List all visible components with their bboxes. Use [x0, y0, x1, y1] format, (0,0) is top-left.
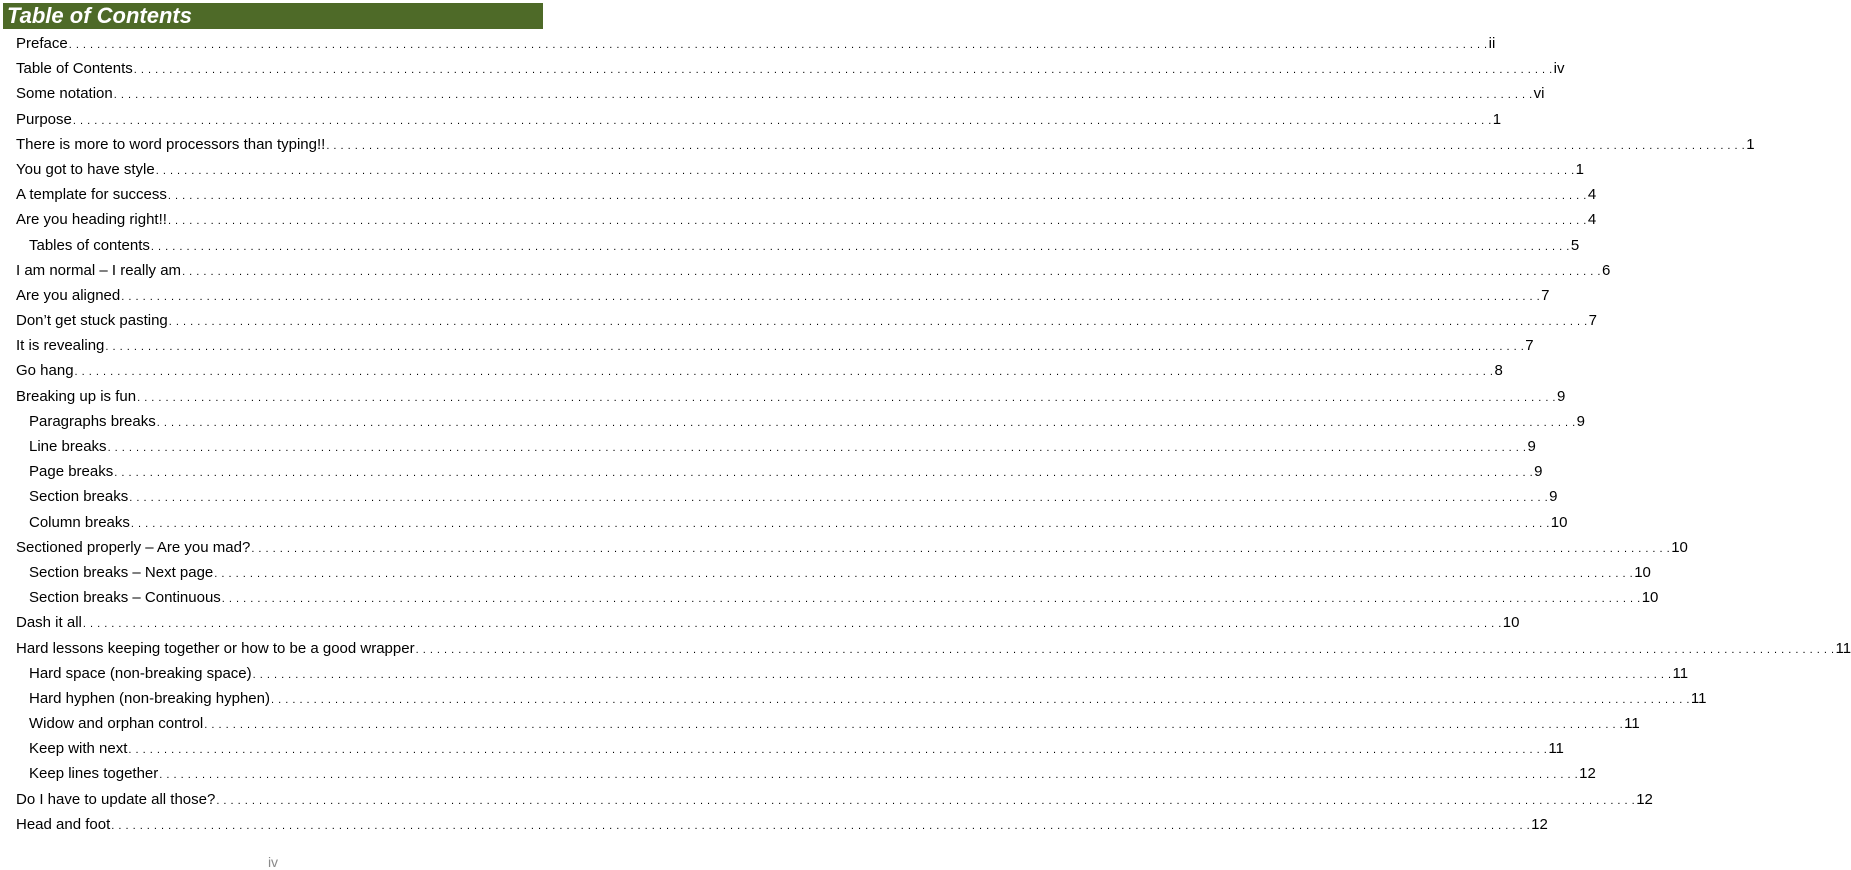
toc-entry-page-number: 11: [1672, 664, 1689, 682]
toc-dot-leader: . . . . . . . . . . . . . . . . . . . . . . . . . . . . . . . . . . . . . . . . . . . . . . . . . . . . . . . . . . . . . . . . . . . . . . . . . . . . . . . . . . . . . . . . . . . . . . . . . . . . . . . . . . . . . . . . . . . . . . . . . . . . . . . . . . . . . . . . . . . . . . . . . . . . . . . . . . . . . . . . . . . . . . . . . . . . . . . . . . . . . . . . . . . . . . . . . . . . . . . .: [182, 265, 1601, 278]
toc-entry[interactable]: [16, 159, 1584, 184]
toc-dot-leader: . . . . . . . . . . . . . . . . . . . . . . . . . . . . . . . . . . . . . . . . . . . . . . . . . . . . . . . . . . . . . . . . . . . . . . . . . . . . . . . . . . . . . . . . . . . . . . . . . . . . . . . . . . . . . . . . . . . . . . . . . . . . . . . . . . . . . . . . . . . . . . . . . . . . . . . . . . . . . . . . . . . . . . . . . . . . . . . . . . . . . . . . . . . . . . . . . . . . . . . .: [167, 190, 1587, 203]
toc-dot-leader: . . . . . . . . . . . . . . . . . . . . . . . . . . . . . . . . . . . . . . . . . . . . . . . . . . . . . . . . . . . . . . . . . . . . . . . . . . . . . . . . . . . . . . . . . . . . . . . . . . . . . . . . . . . . . . . . . . . . . . . . . . . . . . . . . . . . . . . . . . . . . . . . . . . . . . . . . . . . . . . . . . . . . . . . . . . . . . . . . . . . . . . . . . . . . . . . . . . . . . . .: [204, 719, 1624, 732]
toc-entry-title: Don’t get stuck pasting: [16, 312, 168, 330]
toc-dot-leader: . . . . . . . . . . . . . . . . . . . . . . . . . . . . . . . . . . . . . . . . . . . . . . . . . . . . . . . . . . . . . . . . . . . . . . . . . . . . . . . . . . . . . . . . . . . . . . . . . . . . . . . . . . . . . . . . . . . . . . . . . . . . . . . . . . . . . . . . . . . . . . . . . . . . . . . . . . . . . . . . . . . . . . . . . . . . . . . . . . . . . . . . . . . . . . . . . . . . . . . .: [133, 64, 1553, 77]
toc-entry-page-number: 11: [1835, 639, 1851, 657]
toc-entry-page-number: 9: [1576, 412, 1585, 430]
toc-entry[interactable]: [16, 537, 1688, 562]
toc-entry-page-number: iv: [1553, 60, 1565, 78]
toc-dot-leader: . . . . . . . . . . . . . . . . . . . . . . . . . . . . . . . . . . . . . . . . . . . . . . . . . . . . . . . . . . . . . . . . . . . . . . . . . . . . . . . . . . . . . . . . . . . . . . . . . . . . . . . . . . . . . . . . . . . . . . . . . . . . . . . . . . . . . . . . . . . . . . . . . . . . . . . . . . . . . . . . . . . . . . . . . . . . . . . . . . . . . . . . . . . . . . . . . . . . . . . .: [214, 567, 1634, 580]
toc-entry-title: Widow and orphan control: [29, 715, 204, 733]
toc-entry[interactable]: [16, 486, 1558, 511]
toc-entry-title: Keep with next: [29, 740, 128, 758]
toc-entry[interactable]: [16, 436, 1536, 461]
toc-entry[interactable]: [16, 33, 1496, 58]
toc-entry-page-number: 1: [1575, 160, 1584, 178]
toc-entry[interactable]: [16, 789, 1653, 814]
toc-entry-title: Tables of contents: [29, 236, 150, 254]
footer-page-number: iv: [267, 854, 279, 870]
toc-entry-page-number: 10: [1502, 614, 1520, 632]
toc-entry-page-number: 4: [1587, 211, 1597, 229]
toc-entry-title: Hard space (non-breaking space): [29, 664, 252, 682]
toc-entry[interactable]: [16, 461, 1543, 486]
toc-entry[interactable]: [16, 209, 1597, 234]
toc-entry[interactable]: [16, 310, 1598, 335]
toc-entry-title: Do I have to update all those?: [16, 790, 216, 808]
toc-entry-title: Column breaks: [29, 513, 130, 531]
toc-entry-page-number: 11: [1690, 689, 1707, 707]
toc-dot-leader: . . . . . . . . . . . . . . . . . . . . . . . . . . . . . . . . . . . . . . . . . . . . . . . . . . . . . . . . . . . . . . . . . . . . . . . . . . . . . . . . . . . . . . . . . . . . . . . . . . . . . . . . . . . . . . . . . . . . . . . . . . . . . . . . . . . . . . . . . . . . . . . . . . . . . . . . . . . . . . . . . . . . . . . . . . . . . . . . . . . . . . . . . . . . . . . . . . . . . . . .: [105, 341, 1525, 354]
toc-entry-title: Preface: [16, 35, 68, 52]
toc-entry[interactable]: [16, 587, 1659, 612]
toc-entry-page-number: 7: [1525, 337, 1534, 355]
toc-entry[interactable]: [16, 612, 1520, 637]
toc-entry-page-number: 10: [1671, 538, 1688, 556]
toc-entry-title: Are you heading right!!: [16, 211, 167, 229]
toc-entry[interactable]: [16, 411, 1585, 436]
toc-entry-page-number: 11: [1624, 715, 1640, 733]
toc-dot-leader: . . . . . . . . . . . . . . . . . . . . . . . . . . . . . . . . . . . . . . . . . . . . . . . . . . . . . . . . . . . . . . . . . . . . . . . . . . . . . . . . . . . . . . . . . . . . . . . . . . . . . . . . . . . . . . . . . . . . . . . . . . . . . . . . . . . . . . . . . . . . . . . . . . . . . . . . . . . . . . . . . . . . . . . . . . . . . . . . . . . . . . . . . . . . . . . . . . . . . . . .: [137, 391, 1556, 404]
toc-entry[interactable]: [16, 638, 1851, 663]
toc-entry-title: Breaking up is fun: [16, 387, 137, 405]
toc-dot-leader: . . . . . . . . . . . . . . . . . . . . . . . . . . . . . . . . . . . . . . . . . . . . . . . . . . . . . . . . . . . . . . . . . . . . . . . . . . . . . . . . . . . . . . . . . . . . . . . . . . . . . . . . . . . . . . . . . . . . . . . . . . . . . . . . . . . . . . . . . . . . . . . . . . . . . . . . . . . . . . . . . . . . . . . . . . . . . . . . . . . . . . . . . . . . . . . . . . . . . . . .: [128, 744, 1548, 757]
toc-entry[interactable]: [16, 285, 1550, 310]
toc-dot-leader: . . . . . . . . . . . . . . . . . . . . . . . . . . . . . . . . . . . . . . . . . . . . . . . . . . . . . . . . . . . . . . . . . . . . . . . . . . . . . . . . . . . . . . . . . . . . . . . . . . . . . . . . . . . . . . . . . . . . . . . . . . . . . . . . . . . . . . . . . . . . . . . . . . . . . . . . . . . . . . . . . . . . . . . . . . . . . . . . . . . . . . . . . . . . . . . . . . . . . . . .: [74, 366, 1494, 379]
toc-entry[interactable]: [16, 83, 1545, 108]
toc-entry-page-number: 6: [1601, 261, 1611, 279]
toc-entry-page-number: 9: [1556, 387, 1566, 405]
toc-entry-title: Dash it all: [16, 614, 82, 632]
toc-dot-leader: . . . . . . . . . . . . . . . . . . . . . . . . . . . . . . . . . . . . . . . . . . . . . . . . . . . . . . . . . . . . . . . . . . . . . . . . . . . . . . . . . . . . . . . . . . . . . . . . . . . . . . . . . . . . . . . . . . . . . . . . . . . . . . . . . . . . . . . . . . . . . . . . . . . . . . . . . . . . . . . . . . . . . . . . . . . . . . . . . . . . . . . . . . . . . . . . . . . . . . . .: [159, 769, 1579, 782]
toc-entry[interactable]: [16, 763, 1596, 788]
toc-entry-title: Purpose: [16, 110, 72, 128]
toc-entry-title: Paragraphs breaks: [29, 412, 156, 430]
toc-entry-page-number: ii: [1488, 35, 1496, 52]
toc-dot-leader: . . . . . . . . . . . . . . . . . . . . . . . . . . . . . . . . . . . . . . . . . . . . . . . . . . . . . . . . . . . . . . . . . . . . . . . . . . . . . . . . . . . . . . . . . . . . . . . . . . . . . . . . . . . . . . . . . . . . . . . . . . . . . . . . . . . . . . . . . . . . . . . . . . . . . . . . . . . . . . . . . . . . . . . . . . . . . . . . . . . . . . . . . . . . . . . . . . . . . . . .: [129, 492, 1549, 505]
toc-entry[interactable]: [16, 335, 1534, 360]
toc-entry-title: I am normal – I really am: [16, 261, 182, 279]
toc-entry-title: Hard hyphen (non-breaking hyphen): [29, 689, 270, 707]
table-of-contents: [16, 33, 1851, 839]
toc-entry[interactable]: [16, 713, 1640, 738]
toc-entry[interactable]: [16, 512, 1568, 537]
toc-dot-leader: . . . . . . . . . . . . . . . . . . . . . . . . . . . . . . . . . . . . . . . . . . . . . . . . . . . . . . . . . . . . . . . . . . . . . . . . . . . . . . . . . . . . . . . . . . . . . . . . . . . . . . . . . . . . . . . . . . . . . . . . . . . . . . . . . . . . . . . . . . . . . . . . . . . . . . . . . . . . . . . . . . . . . . . . . . . . . . . . . . . . . . . . . . . . . . . . . . . . . . . .: [72, 114, 1492, 127]
toc-entry-page-number: 12: [1531, 815, 1548, 833]
toc-entry-page-number: 10: [1634, 563, 1651, 581]
toc-entry-title: Section breaks – Continuous: [29, 589, 221, 607]
toc-dot-leader: . . . . . . . . . . . . . . . . . . . . . . . . . . . . . . . . . . . . . . . . . . . . . . . . . . . . . . . . . . . . . . . . . . . . . . . . . . . . . . . . . . . . . . . . . . . . . . . . . . . . . . . . . . . . . . . . . . . . . . . . . . . . . . . . . . . . . . . . . . . . . . . . . . . . . . . . . . . . . . . . . . . . . . . . . . . . . . . . . . . . . . . . . . . . . . . . . . . . . . . .: [121, 290, 1541, 303]
toc-entry-page-number: 12: [1636, 790, 1653, 808]
toc-dot-leader: . . . . . . . . . . . . . . . . . . . . . . . . . . . . . . . . . . . . . . . . . . . . . . . . . . . . . . . . . . . . . . . . . . . . . . . . . . . . . . . . . . . . . . . . . . . . . . . . . . . . . . . . . . . . . . . . . . . . . . . . . . . . . . . . . . . . . . . . . . . . . . . . . . . . . . . . . . . . . . . . . . . . . . . . . . . . . . . . . . . . . . . . . . . . . . . . . . . . . . . .: [168, 316, 1588, 329]
toc-entry-title: Table of Contents: [16, 60, 133, 78]
toc-entry-title: There is more to word processors than typing!!: [16, 135, 326, 153]
toc-entry-title: It is revealing: [16, 337, 105, 355]
toc-dot-leader: . . . . . . . . . . . . . . . . . . . . . . . . . . . . . . . . . . . . . . . . . . . . . . . . . . . . . . . . . . . . . . . . . . . . . . . . . . . . . . . . . . . . . . . . . . . . . . . . . . . . . . . . . . . . . . . . . . . . . . . . . . . . . . . . . . . . . . . . . . . . . . . . . . . . . . . . . . . . . . . . . . . . . . . . . . . . . . . . . . . . . . . . . . . . . . . . . . . . . . . .: [107, 442, 1527, 454]
toc-entry[interactable]: [16, 814, 1548, 839]
toc-dot-leader: . . . . . . . . . . . . . . . . . . . . . . . . . . . . . . . . . . . . . . . . . . . . . . . . . . . . . . . . . . . . . . . . . . . . . . . . . . . . . . . . . . . . . . . . . . . . . . . . . . . . . . . . . . . . . . . . . . . . . . . . . . . . . . . . . . . . . . . . . . . . . . . . . . . . . . . . . . . . . . . . . . . . . . . . . . . . . . . . . . . . . . . . . . . . . . . . . . . . . . . .: [271, 693, 1690, 706]
toc-dot-leader: . . . . . . . . . . . . . . . . . . . . . . . . . . . . . . . . . . . . . . . . . . . . . . . . . . . . . . . . . . . . . . . . . . . . . . . . . . . . . . . . . . . . . . . . . . . . . . . . . . . . . . . . . . . . . . . . . . . . . . . . . . . . . . . . . . . . . . . . . . . . . . . . . . . . . . . . . . . . . . . . . . . . . . . . . . . . . . . . . . . . . . . . . . . . . . . . . . . . . . . .: [150, 240, 1570, 253]
toc-entry-title: Keep lines together: [29, 765, 159, 783]
page-title: Table of Contents: [7, 3, 192, 28]
toc-entry-page-number: 4: [1587, 186, 1597, 204]
toc-entry-page-number: 9: [1534, 463, 1543, 481]
toc-entry-page-number: 9: [1527, 438, 1536, 455]
toc-dot-leader: . . . . . . . . . . . . . . . . . . . . . . . . . . . . . . . . . . . . . . . . . . . . . . . . . . . . . . . . . . . . . . . . . . . . . . . . . . . . . . . . . . . . . . . . . . . . . . . . . . . . . . . . . . . . . . . . . . . . . . . . . . . . . . . . . . . . . . . . . . . . . . . . . . . . . . . . . . . . . . . . . . . . . . . . . . . . . . . . . . . . . . . . . . . . . . . . . . . . . . . .: [167, 215, 1587, 228]
toc-entry[interactable]: [16, 688, 1707, 713]
toc-entry-page-number: 9: [1549, 488, 1558, 506]
toc-entry[interactable]: [16, 360, 1503, 385]
toc-entry-page-number: 1: [1746, 135, 1755, 153]
toc-dot-leader: . . . . . . . . . . . . . . . . . . . . . . . . . . . . . . . . . . . . . . . . . . . . . . . . . . . . . . . . . . . . . . . . . . . . . . . . . . . . . . . . . . . . . . . . . . . . . . . . . . . . . . . . . . . . . . . . . . . . . . . . . . . . . . . . . . . . . . . . . . . . . . . . . . . . . . . . . . . . . . . . . . . . . . . . . . . . . . . . . . . . . . . . . . . . . . . . . . . . . . . .: [415, 643, 1835, 656]
toc-entry-title: Are you aligned: [16, 286, 121, 304]
toc-entry-title: Page breaks: [29, 463, 114, 481]
toc-entry-title: Sectioned properly – Are you mad?: [16, 538, 251, 556]
toc-entry-title: You got to have style: [16, 160, 155, 178]
toc-header-bar: [3, 3, 543, 29]
toc-entry[interactable]: [16, 134, 1755, 159]
toc-entry-page-number: 11: [1548, 740, 1564, 758]
toc-dot-leader: . . . . . . . . . . . . . . . . . . . . . . . . . . . . . . . . . . . . . . . . . . . . . . . . . . . . . . . . . . . . . . . . . . . . . . . . . . . . . . . . . . . . . . . . . . . . . . . . . . . . . . . . . . . . . . . . . . . . . . . . . . . . . . . . . . . . . . . . . . . . . . . . . . . . . . . . . . . . . . . . . . . . . . . . . . . . . . . . . . . . . . . . . . . . . . . . . . . . . . . .: [114, 467, 1534, 480]
toc-dot-leader: . . . . . . . . . . . . . . . . . . . . . . . . . . . . . . . . . . . . . . . . . . . . . . . . . . . . . . . . . . . . . . . . . . . . . . . . . . . . . . . . . . . . . . . . . . . . . . . . . . . . . . . . . . . . . . . . . . . . . . . . . . . . . . . . . . . . . . . . . . . . . . . . . . . . . . . . . . . . . . . . . . . . . . . . . . . . . . . . . . . . . . . . . . . . . . . . . . . . . . . .: [156, 416, 1576, 429]
toc-entry-page-number: vi: [1533, 85, 1545, 103]
toc-entry[interactable]: [16, 386, 1566, 411]
toc-dot-leader: . . . . . . . . . . . . . . . . . . . . . . . . . . . . . . . . . . . . . . . . . . . . . . . . . . . . . . . . . . . . . . . . . . . . . . . . . . . . . . . . . . . . . . . . . . . . . . . . . . . . . . . . . . . . . . . . . . . . . . . . . . . . . . . . . . . . . . . . . . . . . . . . . . . . . . . . . . . . . . . . . . . . . . . . . . . . . . . . . . . . . . . . . . . . . . . . . . . . . . . .: [216, 794, 1636, 807]
toc-entry-page-number: 7: [1541, 286, 1550, 304]
toc-entry-title: Section breaks – Next page: [29, 563, 214, 581]
toc-entry-title: Head and foot: [16, 815, 111, 833]
toc-entry-page-number: 10: [1641, 589, 1659, 607]
toc-entry[interactable]: [16, 109, 1502, 134]
toc-entry-page-number: 12: [1579, 765, 1596, 783]
toc-dot-leader: . . . . . . . . . . . . . . . . . . . . . . . . . . . . . . . . . . . . . . . . . . . . . . . . . . . . . . . . . . . . . . . . . . . . . . . . . . . . . . . . . . . . . . . . . . . . . . . . . . . . . . . . . . . . . . . . . . . . . . . . . . . . . . . . . . . . . . . . . . . . . . . . . . . . . . . . . . . . . . . . . . . . . . . . . . . . . . . . . . . . . . . . . . . . . . . . . . . . . . . .: [130, 517, 1550, 530]
toc-dot-leader: . . . . . . . . . . . . . . . . . . . . . . . . . . . . . . . . . . . . . . . . . . . . . . . . . . . . . . . . . . . . . . . . . . . . . . . . . . . . . . . . . . . . . . . . . . . . . . . . . . . . . . . . . . . . . . . . . . . . . . . . . . . . . . . . . . . . . . . . . . . . . . . . . . . . . . . . . . . . . . . . . . . . . . . . . . . . . . . . . . . . . . . . . . . . . . . . . . . . . . . .: [111, 819, 1531, 832]
toc-dot-leader: . . . . . . . . . . . . . . . . . . . . . . . . . . . . . . . . . . . . . . . . . . . . . . . . . . . . . . . . . . . . . . . . . . . . . . . . . . . . . . . . . . . . . . . . . . . . . . . . . . . . . . . . . . . . . . . . . . . . . . . . . . . . . . . . . . . . . . . . . . . . . . . . . . . . . . . . . . . . . . . . . . . . . . . . . . . . . . . . . . . . . . . . . . . . . . . . . . . . . . . .: [113, 89, 1533, 102]
toc-entry-page-number: 5: [1570, 236, 1580, 254]
toc-entry[interactable]: [16, 738, 1564, 763]
toc-entry-page-number: 7: [1588, 312, 1598, 330]
toc-entry[interactable]: [16, 663, 1689, 688]
toc-entry-title: Hard lessons keeping together or how to be a good wrapper: [16, 639, 415, 657]
toc-dot-leader: . . . . . . . . . . . . . . . . . . . . . . . . . . . . . . . . . . . . . . . . . . . . . . . . . . . . . . . . . . . . . . . . . . . . . . . . . . . . . . . . . . . . . . . . . . . . . . . . . . . . . . . . . . . . . . . . . . . . . . . . . . . . . . . . . . . . . . . . . . . . . . . . . . . . . . . . . . . . . . . . . . . . . . . . . . . . . . . . . . . . . . . . . . . . . . . . . . . . . . . .: [155, 164, 1575, 177]
toc-dot-leader: . . . . . . . . . . . . . . . . . . . . . . . . . . . . . . . . . . . . . . . . . . . . . . . . . . . . . . . . . . . . . . . . . . . . . . . . . . . . . . . . . . . . . . . . . . . . . . . . . . . . . . . . . . . . . . . . . . . . . . . . . . . . . . . . . . . . . . . . . . . . . . . . . . . . . . . . . . . . . . . . . . . . . . . . . . . . . . . . . . . . . . . . . . . . . . . . . . . . . . . .: [326, 139, 1746, 152]
toc-entry-title: Section breaks: [29, 488, 129, 506]
toc-dot-leader: . . . . . . . . . . . . . . . . . . . . . . . . . . . . . . . . . . . . . . . . . . . . . . . . . . . . . . . . . . . . . . . . . . . . . . . . . . . . . . . . . . . . . . . . . . . . . . . . . . . . . . . . . . . . . . . . . . . . . . . . . . . . . . . . . . . . . . . . . . . . . . . . . . . . . . . . . . . . . . . . . . . . . . . . . . . . . . . . . . . . . . . . . . . . . . . . . . . . . . . .: [251, 542, 1671, 555]
toc-entry-title: Some notation: [16, 85, 113, 103]
toc-entry[interactable]: [16, 235, 1580, 260]
toc-entry-page-number: 1: [1492, 110, 1502, 128]
toc-entry[interactable]: [16, 260, 1611, 285]
toc-entry[interactable]: [16, 562, 1651, 587]
toc-entry[interactable]: [16, 58, 1565, 83]
toc-dot-leader: . . . . . . . . . . . . . . . . . . . . . . . . . . . . . . . . . . . . . . . . . . . . . . . . . . . . . . . . . . . . . . . . . . . . . . . . . . . . . . . . . . . . . . . . . . . . . . . . . . . . . . . . . . . . . . . . . . . . . . . . . . . . . . . . . . . . . . . . . . . . . . . . . . . . . . . . . . . . . . . . . . . . . . . . . . . . . . . . . . . . . . . . . . . . . . . . . . . . . . . .: [68, 39, 1488, 51]
toc-entry-page-number: 8: [1494, 362, 1503, 380]
toc-entry-page-number: 10: [1550, 513, 1568, 531]
toc-dot-leader: . . . . . . . . . . . . . . . . . . . . . . . . . . . . . . . . . . . . . . . . . . . . . . . . . . . . . . . . . . . . . . . . . . . . . . . . . . . . . . . . . . . . . . . . . . . . . . . . . . . . . . . . . . . . . . . . . . . . . . . . . . . . . . . . . . . . . . . . . . . . . . . . . . . . . . . . . . . . . . . . . . . . . . . . . . . . . . . . . . . . . . . . . . . . . . . . . . . . . . . .: [221, 593, 1641, 606]
toc-dot-leader: . . . . . . . . . . . . . . . . . . . . . . . . . . . . . . . . . . . . . . . . . . . . . . . . . . . . . . . . . . . . . . . . . . . . . . . . . . . . . . . . . . . . . . . . . . . . . . . . . . . . . . . . . . . . . . . . . . . . . . . . . . . . . . . . . . . . . . . . . . . . . . . . . . . . . . . . . . . . . . . . . . . . . . . . . . . . . . . . . . . . . . . . . . . . . . . . . . . . . . . .: [252, 668, 1672, 681]
toc-entry-title: Line breaks: [29, 438, 107, 455]
toc-entry-title: Go hang: [16, 362, 74, 380]
toc-dot-leader: . . . . . . . . . . . . . . . . . . . . . . . . . . . . . . . . . . . . . . . . . . . . . . . . . . . . . . . . . . . . . . . . . . . . . . . . . . . . . . . . . . . . . . . . . . . . . . . . . . . . . . . . . . . . . . . . . . . . . . . . . . . . . . . . . . . . . . . . . . . . . . . . . . . . . . . . . . . . . . . . . . . . . . . . . . . . . . . . . . . . . . . . . . . . . . . . . . . . . . . .: [82, 618, 1502, 631]
toc-entry-title: A template for success: [16, 186, 167, 204]
toc-entry[interactable]: [16, 184, 1597, 209]
